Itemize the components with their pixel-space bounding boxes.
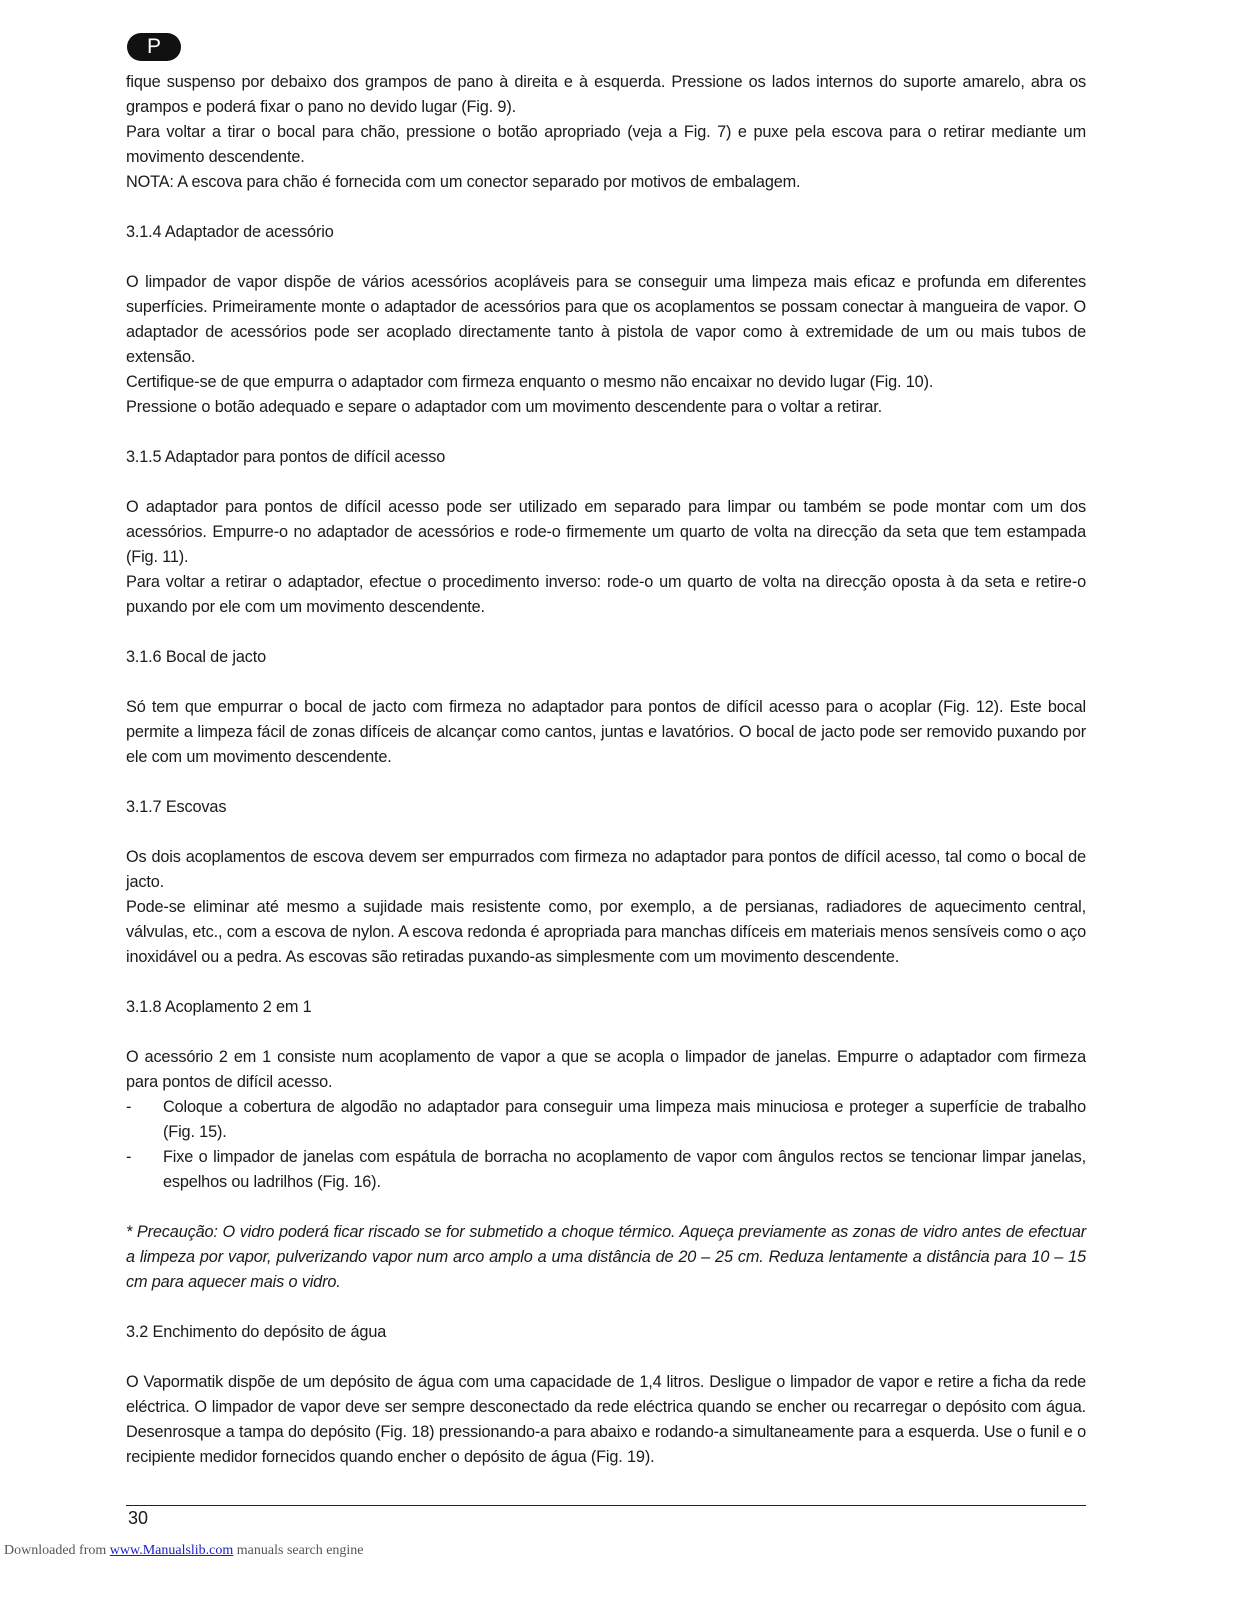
paragraph-gap bbox=[126, 195, 1086, 220]
paragraph-gap bbox=[126, 245, 1086, 270]
paragraph: O adaptador para pontos de difícil acesso pode ser utilizado em separado para limpar ou também se pode montar com um dos acessórios. Empurre-o no adaptador de acessórios e rode-o firmemente um quarto de volta na direcção da seta que tem estampada (Fig. 11). bbox=[126, 498, 1086, 566]
paragraph: NOTA: A escova para chão é fornecida com um conector separado por motivos de embalagem. bbox=[126, 173, 801, 191]
document-body bbox=[126, 70, 1086, 1470]
download-credit bbox=[4, 1541, 364, 1561]
paragraph: Os dois acoplamentos de escova devem ser empurrados com firmeza no adaptador para pontos de difícil acesso, tal como o bocal de jacto. bbox=[126, 848, 1086, 891]
language-badge: P bbox=[127, 33, 181, 61]
list-item-text: Fixe o limpador de janelas com espátula de borracha no acoplamento de vapor com ângulos rectos se tencionar limpar janelas, espelhos ou ladrilhos (Fig. 16). bbox=[163, 1148, 1086, 1191]
list-item bbox=[126, 1145, 1086, 1195]
list-bullet: - bbox=[126, 1148, 132, 1166]
paragraph: Pode-se eliminar até mesmo a sujidade mais resistente como, por exemplo, a de persianas, radiadores de aquecimento central, válvulas, etc., com a escova de nylon. A escova redonda é apropriada para manchas difíceis em materiais menos sensíveis como o aço inoxidável ou a pedra. As escovas são retiradas puxando-as simplesmente com um movimento descendente. bbox=[126, 898, 1086, 966]
paragraph: Só tem que empurrar o bocal de jacto com firmeza no adaptador para pontos de difícil acesso para o acoplar (Fig. 12). Este bocal permite a limpeza fácil de zonas difíceis de alcançar como cantos, juntas e lavatórios. O bocal de jacto pode ser removido puxando por ele com um movimento descendente. bbox=[126, 698, 1086, 766]
paragraph-gap bbox=[126, 670, 1086, 695]
paragraph: Certifique-se de que empurra o adaptador com firmeza enquanto o mesmo não encaixar no devido lugar (Fig. 10). bbox=[126, 373, 934, 391]
paragraph-gap bbox=[126, 470, 1086, 495]
section-heading: 3.1.6 Bocal de jacto bbox=[126, 648, 267, 666]
paragraph-gap bbox=[126, 820, 1086, 845]
paragraph: O limpador de vapor dispõe de vários acessórios acopláveis para se conseguir uma limpeza mais eficaz e profunda em diferentes superfícies. Primeiramente monte o adaptador de acessórios para que os acoplamentos se possam conectar à mangueira de vapor. O adaptador de acessórios pode ser acoplado directamente tanto à pistola de vapor como à extremidade de um ou mais tubos de extensão. bbox=[126, 273, 1086, 366]
paragraph-gap bbox=[126, 1295, 1086, 1320]
manualslib-link[interactable]: www.Manualslib.com bbox=[109, 1543, 234, 1558]
paragraph: fique suspenso por debaixo dos grampos de pano à direita e à esquerda. Pressione os lados internos do suporte amarelo, abra os grampos e poderá fixar o pano no devido lugar (Fig. 9). bbox=[126, 73, 1086, 116]
page-number: 30 bbox=[128, 1508, 149, 1528]
paragraph: O Vapormatik dispõe de um depósito de água com uma capacidade de 1,4 litros. Desligue o limpador de vapor e retire a ficha da rede eléctrica. O limpador de vapor deve ser sempre desconectado da rede eléctrica quando se encher ou recarregar o depósito com água. Desenrosque a tampa do depósito (Fig. 18) pressionando-a para abaixo e rodando-a simultaneamente para a esquerda. Use o funil e o recipiente medidor fornecidos quando encher o depósito de água (Fig. 19). bbox=[126, 1373, 1086, 1466]
paragraph: O acessório 2 em 1 consiste num acoplamento de vapor a que se acopla o limpador de janelas. Empurre o adaptador com firmeza para pontos de difícil acesso. bbox=[126, 1048, 1086, 1091]
paragraph-gap bbox=[126, 770, 1086, 795]
paragraph: Pressione o botão adequado e separe o adaptador com um movimento descendente para o voltar a retirar. bbox=[126, 398, 882, 416]
list-bullet: - bbox=[126, 1098, 132, 1116]
paragraph: Para voltar a retirar o adaptador, efectue o procedimento inverso: rode-o um quarto de volta na direcção oposta à da seta e retire-o puxando por ele com um movimento descendente. bbox=[126, 573, 1086, 616]
section-heading: 3.2 Enchimento do depósito de água bbox=[126, 1323, 387, 1341]
footer-divider bbox=[126, 1505, 1086, 1506]
paragraph-gap bbox=[126, 620, 1086, 645]
paragraph-gap bbox=[126, 1020, 1086, 1045]
section-heading: 3.1.5 Adaptador para pontos de difícil acesso bbox=[126, 448, 446, 466]
section-heading: 3.1.8 Acoplamento 2 em 1 bbox=[126, 998, 312, 1016]
paragraph-gap bbox=[126, 1195, 1086, 1220]
download-suffix: manuals search engine bbox=[233, 1543, 364, 1558]
list-item-text: Coloque a cobertura de algodão no adaptador para conseguir uma limpeza mais minuciosa e proteger a superfície de trabalho (Fig. 15). bbox=[163, 1098, 1086, 1141]
section-heading: 3.1.4 Adaptador de acessório bbox=[126, 223, 334, 241]
paragraph-gap bbox=[126, 970, 1086, 995]
paragraph-gap bbox=[126, 1345, 1086, 1370]
list-item bbox=[126, 1095, 1086, 1145]
paragraph: Para voltar a tirar o bocal para chão, pressione o botão apropriado (veja a Fig. 7) e puxe pela escova para o retirar mediante um movimento descendente. bbox=[126, 123, 1086, 166]
download-prefix: Downloaded from bbox=[4, 1543, 110, 1558]
section-heading: 3.1.7 Escovas bbox=[126, 798, 227, 816]
caution-note: * Precaução: O vidro poderá ficar riscado se for submetido a choque térmico. Aqueça previamente as zonas de vidro antes de efectuar a limpeza por vapor, pulverizando vapor num arco amplo a uma distância de 20 – 25 cm. Reduza lentamente a distância para 10 – 15 cm para aquecer mais o vidro. bbox=[126, 1223, 1086, 1291]
paragraph-gap bbox=[126, 420, 1086, 445]
